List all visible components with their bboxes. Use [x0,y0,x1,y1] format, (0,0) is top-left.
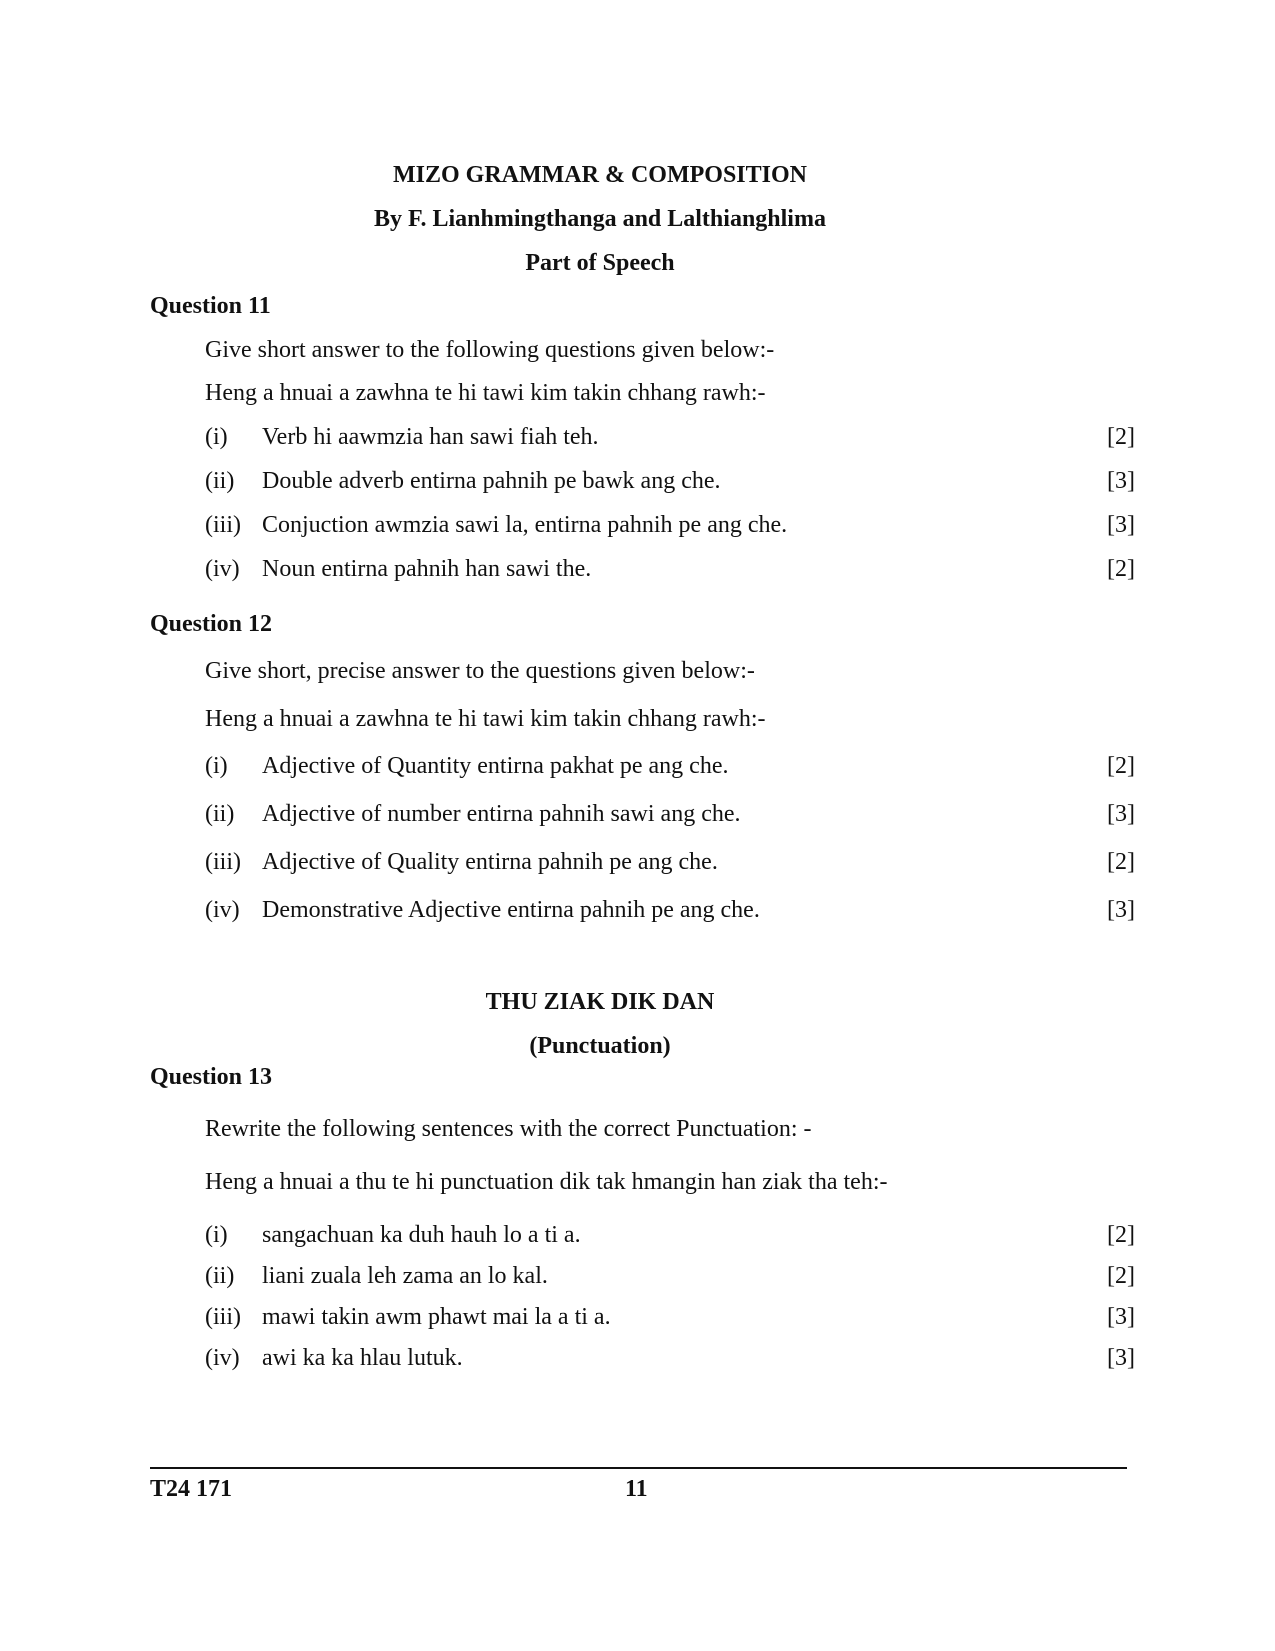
q11-item [205,556,1135,586]
q12-item [205,753,1135,783]
item-marks: [3] [1107,468,1135,494]
item-number: (iv) [205,897,240,923]
item-text: awi ka ka hlau lutuk. [262,1345,463,1371]
q13-instruction-english: Rewrite the following sentences with the correct Punctuation: - [205,1116,812,1142]
q12-instruction-english: Give short, precise answer to the questions given below:- [205,658,755,684]
item-marks: [3] [1107,897,1135,923]
item-text: Verb hi aawmzia han sawi fiah teh. [262,424,599,450]
item-number: (iii) [205,512,241,538]
item-number: (iii) [205,849,241,875]
item-marks: [2] [1107,556,1135,582]
item-text: Noun entirna pahnih han sawi the. [262,556,592,582]
item-text: Adjective of number entirna pahnih sawi ang che. [262,801,741,827]
item-number: (i) [205,424,228,450]
item-text: Demonstrative Adjective entirna pahnih pe ang che. [262,897,760,923]
item-number: (i) [205,1222,228,1248]
q12-item [205,849,1135,879]
footer-rule [150,1467,1127,1469]
q12-item [205,897,1135,927]
q12-instruction-mizo: Heng a hnuai a zawhna te hi tawi kim takin chhang rawh:- [205,706,766,732]
document-title: MIZO GRAMMAR & COMPOSITION [393,162,807,188]
question-11-heading: Question 11 [150,293,271,319]
item-text: mawi takin awm phawt mai la a ti a. [262,1304,611,1330]
item-marks: [2] [1107,753,1135,779]
section-2-title: THU ZIAK DIK DAN [485,989,715,1015]
item-marks: [3] [1107,1304,1135,1330]
item-marks: [2] [1107,424,1135,450]
section-title: Part of Speech [525,250,675,276]
item-number: (ii) [205,801,235,827]
item-marks: [3] [1107,1345,1135,1371]
item-marks: [2] [1107,1263,1135,1289]
item-text: Adjective of Quantity entirna pakhat pe ang che. [262,753,729,779]
item-number: (iv) [205,556,240,582]
item-number: (iv) [205,1345,240,1371]
item-number: (ii) [205,468,235,494]
item-text: Conjuction awmzia sawi la, entirna pahnih pe ang che. [262,512,788,538]
section-2-subtitle: (Punctuation) [529,1033,671,1059]
item-marks: [3] [1107,801,1135,827]
item-marks: [2] [1107,1222,1135,1248]
question-13-heading: Question 13 [150,1064,273,1090]
item-number: (iii) [205,1304,241,1330]
q11-item [205,424,1135,454]
question-12-heading: Question 12 [150,611,273,637]
q13-item [205,1345,1135,1375]
q13-instruction-mizo: Heng a hnuai a thu te hi punctuation dik tak hmangin han ziak tha teh:- [205,1169,888,1195]
item-marks: [2] [1107,849,1135,875]
authors: By F. Lianhmingthanga and Lalthianghlima [374,206,826,232]
q11-instruction-mizo: Heng a hnuai a zawhna te hi tawi kim takin chhang rawh:- [205,380,766,406]
q13-item [205,1263,1135,1293]
item-text: Adjective of Quality entirna pahnih pe ang che. [262,849,718,875]
item-text: sangachuan ka duh hauh lo a ti a. [262,1222,581,1248]
q13-item [205,1222,1135,1252]
item-number: (i) [205,753,228,779]
page-number: 11 [625,1476,648,1502]
q11-item [205,468,1135,498]
item-text: liani zuala leh zama an lo kal. [262,1263,548,1289]
paper-code: T24 171 [150,1476,233,1502]
q13-item [205,1304,1135,1334]
item-number: (ii) [205,1263,235,1289]
item-text: Double adverb entirna pahnih pe bawk ang che. [262,468,721,494]
q12-item [205,801,1135,831]
item-marks: [3] [1107,512,1135,538]
q11-instruction-english: Give short answer to the following questions given below:- [205,337,775,363]
q11-item [205,512,1135,542]
